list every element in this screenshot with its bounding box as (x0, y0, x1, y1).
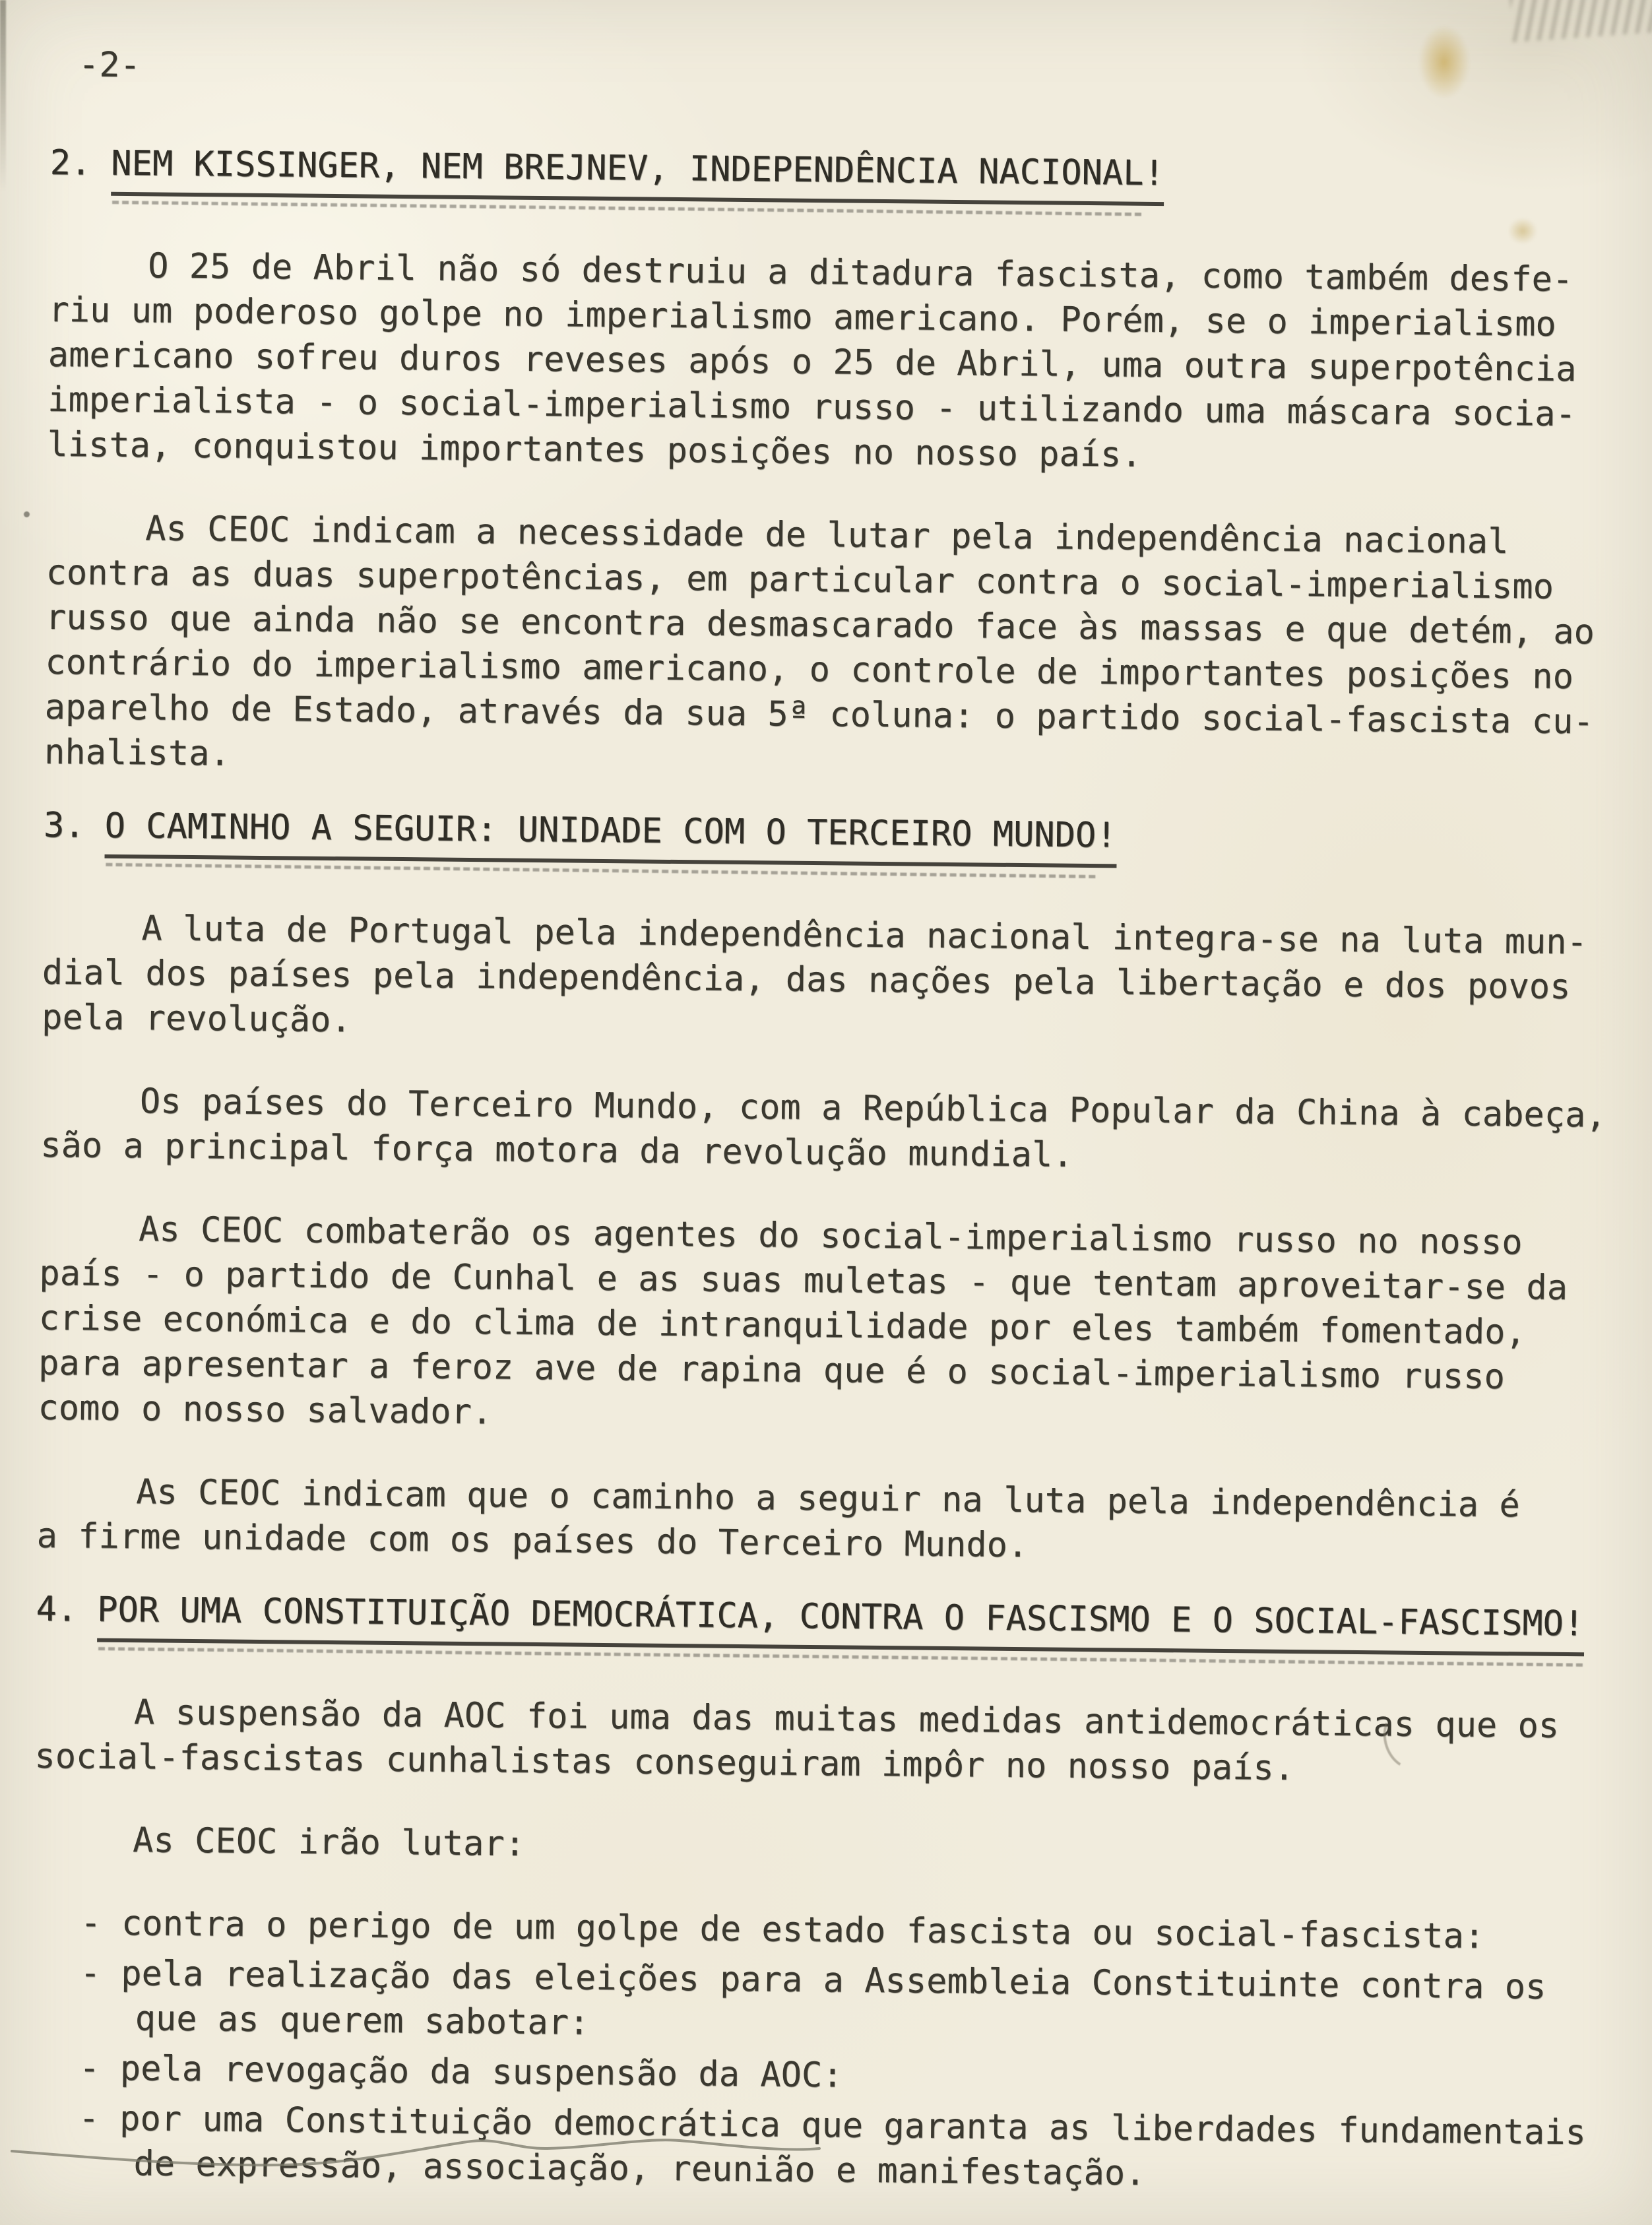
paragraph (34, 1689, 1616, 1794)
text-line: imperialista - o social-imperialismo russo - utilizando uma máscara socia- (47, 379, 1577, 435)
text-line: a firme unidade com os países do Terceiro Mundo. (36, 1516, 1029, 1566)
text-line: por uma Constituição democrática que garanta as liberdades fundamentais (119, 2099, 1587, 2153)
section-3-heading (43, 801, 1624, 882)
text-line: lista, conquistou importantes posições no nosso país. (47, 424, 1142, 475)
text-line: contra as duas superpotências, em particular contra o social-imperialismo (46, 552, 1554, 607)
heading-title: O CAMINHO A SEGUIR: UNIDADE COM O TERCEIRO MUNDO! (104, 802, 1117, 868)
text-line: país - o partido de Cunhal e as suas muletas - que tentam aproveitar-se da (39, 1253, 1568, 1308)
text-line: que as querem sabotar: (135, 1999, 590, 2043)
list-item-text (120, 2046, 1613, 2106)
text-line: russo que ainda não se encontra desmascarado face às massas e que detém, ao (45, 597, 1595, 653)
text-line: americano sofreu duros reveses após o 25 de Abril, uma outra superpotência (48, 335, 1577, 390)
text-line: social-fascistas cunhalistas conseguiram impôr no nosso país. (34, 1736, 1295, 1789)
heading-line (36, 1585, 1617, 1657)
heading-number: 3. (43, 805, 85, 846)
text-line: Os países do Terceiro Mundo, com a República Popular da China à cabeça, (139, 1081, 1606, 1136)
heading-line (44, 801, 1625, 873)
paragraph (47, 243, 1630, 482)
demands-list (30, 1900, 1614, 2201)
heading-title: POR UMA CONSTITUIÇÃO DEMOCRÁTICA, CONTRA O FASCISMO E O SOCIAL-FASCISMO! (97, 1586, 1585, 1657)
scan-edge-shadow (0, 0, 6, 191)
paragraph (34, 1817, 1615, 1877)
text-line: como o nosso salvador. (38, 1388, 493, 1433)
list-item (79, 1951, 1613, 2055)
text-line: nhalista. (44, 732, 231, 774)
list-marker: - (79, 1953, 101, 1993)
heading-line (49, 139, 1631, 210)
list-item-text (119, 2096, 1612, 2201)
heading-number: 2. (49, 143, 92, 183)
text-line: O 25 de Abril não só destruiu a ditadura fascista, como também desfe- (147, 246, 1573, 300)
list-marker: - (78, 2098, 100, 2139)
yellow-stain-small (1508, 218, 1537, 244)
text-line: pela revolução. (41, 997, 352, 1041)
text-line: As CEOC combaterão os agentes do social-imperialismo russo no nosso (138, 1209, 1523, 1263)
paragraph (36, 1469, 1618, 1574)
text-line: para apresentar a feroz ave de rapina que é o social-imperialismo russo (38, 1343, 1506, 1398)
text-line: riu um poderoso golpe no imperialismo americano. Porém, se o imperialismo (48, 290, 1557, 344)
paragraph (42, 905, 1624, 1055)
text-line: pela revogação da suspensão da AOC: (119, 2049, 843, 2096)
paragraph (44, 505, 1628, 790)
ink-speck (24, 511, 30, 517)
text-line: As CEOC indicam que o caminho a seguir na luta pela independência é (136, 1472, 1521, 1526)
paragraph (40, 1078, 1622, 1183)
heading-number: 4. (36, 1589, 78, 1630)
section-2-heading (49, 139, 1631, 220)
text-line: A luta de Portugal pela independência nacional integra-se na luta mun- (141, 909, 1588, 963)
yellow-stain (1418, 25, 1470, 99)
list-marker: - (79, 2048, 100, 2088)
text-line: são a principal força motora da revolução mundial. (40, 1125, 1073, 1175)
list-marker: - (80, 1903, 102, 1943)
list-item (80, 1900, 1614, 1960)
text-line: contra o perigo de um golpe de estado fascista ou social-fascista: (121, 1904, 1485, 1956)
text-line: dial dos países pela independência, das nações pela libertação e dos povos (42, 952, 1571, 1008)
list-item-text (121, 1901, 1614, 1960)
list-item-text (120, 1951, 1613, 2055)
text-line: contrário do imperialismo americano, o controle de importantes posições no (45, 642, 1574, 697)
text-line: pela realização das eleições para a Assembleia Constituinte contra os (120, 1954, 1546, 2007)
text-line: crise económica e do clima de intranquilidade por eles também fomentado, (38, 1298, 1527, 1353)
text-line: As CEOC indicam a necessidade de lutar pela independência nacional (145, 509, 1509, 562)
section-4-heading (36, 1585, 1617, 1666)
list-item (78, 2096, 1612, 2200)
text-line: As CEOC irão lutar: (132, 1821, 526, 1864)
text-line: A suspensão da AOC foi uma das muitas medidas antidemocráticas que os (133, 1693, 1560, 1746)
page-number: -2- (78, 45, 141, 86)
text-line: aparelho de Estado, através da sua 5ª coluna: o partido social-fascista cu- (44, 687, 1594, 742)
list-item (79, 2046, 1613, 2105)
heading-title: NEM KISSINGER, NEM BREJNEV, INDEPENDÊNCIA NACIONAL! (111, 139, 1164, 206)
paragraph (38, 1206, 1620, 1446)
text-line: de expressão, associação, reunião e manifestação. (133, 2144, 1146, 2193)
